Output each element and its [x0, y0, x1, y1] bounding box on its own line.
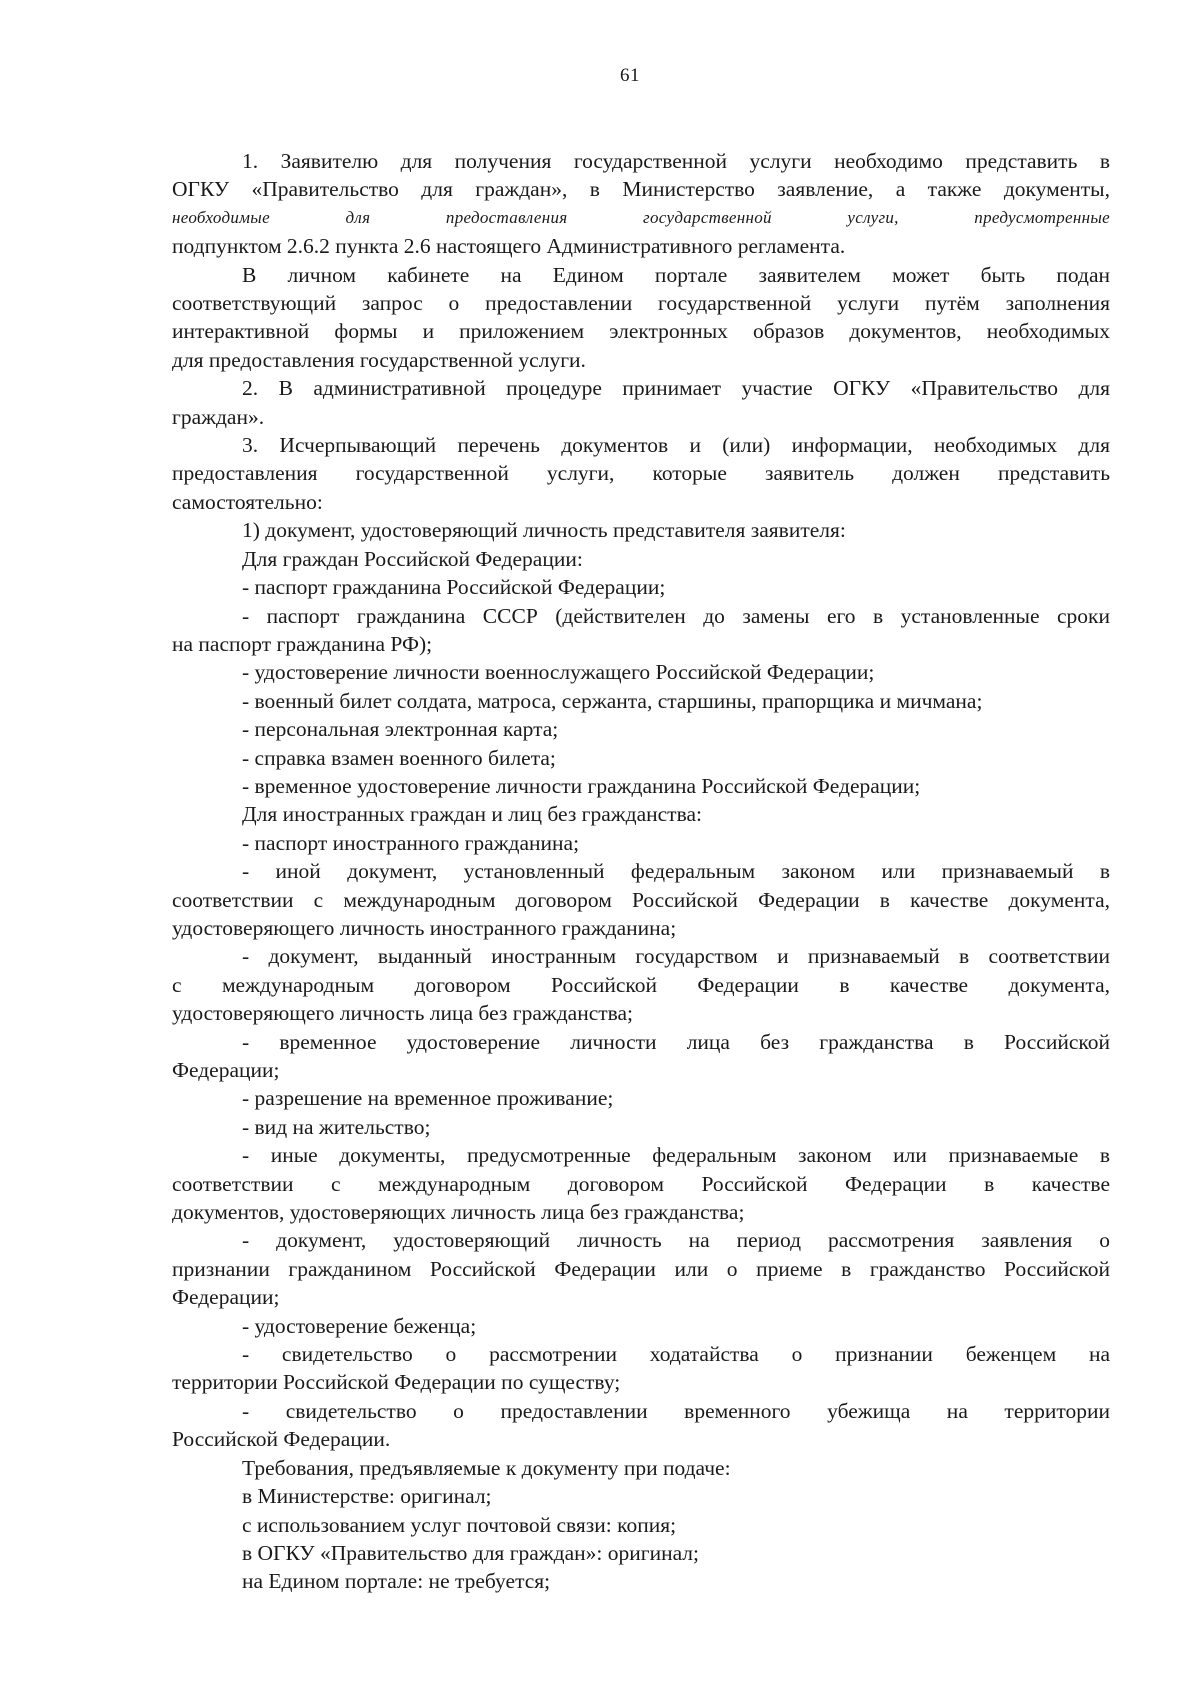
text-line: - военный билет солдата, матроса, сержанта, старшины, прапорщика и мичмана; [242, 688, 983, 713]
text-line: ОГКУ «Правительство для граждан», в Министерство заявление, а также документы, [172, 177, 1110, 202]
text-line: - временное удостоверение личности гражданина Российской Федерации; [242, 773, 921, 798]
text-line: - документ, удостоверяющий личность на период рассмотрения заявления о [242, 1228, 1110, 1253]
text-line: граждан». [172, 404, 265, 429]
paragraph [172, 1226, 1110, 1311]
paragraph [172, 715, 1110, 743]
paragraph [172, 1511, 1110, 1539]
text-line: для предоставления государственной услуги. [172, 347, 586, 372]
text-line: в Министерстве: оригинал; [242, 1484, 492, 1509]
paragraph [172, 942, 1110, 1027]
paragraph [172, 772, 1110, 800]
text-line: Федерации; [172, 1285, 280, 1310]
paragraph [172, 1482, 1110, 1510]
paragraph [172, 1028, 1110, 1085]
paragraph [172, 374, 1110, 431]
text-line: на Едином портале: не требуется; [242, 1569, 551, 1594]
text-line: с использованием услуг почтовой связи: копия; [242, 1512, 677, 1537]
text-line: - документ, выданный иностранным государством и признаваемый в соответствии [242, 944, 1110, 969]
paragraph [172, 744, 1110, 772]
text-line: соответствии с международным договором Российской Федерации в качестве [172, 1171, 1110, 1196]
text-line: - временное удостоверение личности лица без гражданства в Российской [242, 1029, 1110, 1054]
paragraph [172, 800, 1110, 828]
text-line: В личном кабинете на Едином портале заявителем может быть подан [242, 262, 1110, 287]
text-line: - паспорт гражданина СССР (действителен до замены его в установленные сроки [242, 603, 1110, 628]
text-line: - свидетельство о рассмотрении ходатайства о признании беженцем на [242, 1342, 1110, 1367]
text-line: с международным договором Российской Федерации в качестве документа, [172, 972, 1110, 997]
text-line: на паспорт гражданина РФ); [172, 631, 433, 656]
text-line: - персональная электронная карта; [242, 717, 559, 742]
text-line: - паспорт гражданина Российской Федерации; [242, 575, 666, 600]
paragraph [172, 687, 1110, 715]
text-line: 3. Исчерпывающий перечень документов и (или) информации, необходимых для [242, 433, 1110, 458]
text-line: - разрешение на временное проживание; [242, 1086, 614, 1111]
text-line: - иной документ, установленный федеральным законом или признаваемый в [242, 859, 1110, 884]
text-line: - удостоверение личности военнослужащего Российской Федерации; [242, 660, 875, 685]
text-line: Для граждан Российской Федерации: [242, 546, 583, 571]
paragraph [172, 1340, 1110, 1397]
document-body [172, 147, 1110, 1596]
text-line: предоставления государственной услуги, которые заявитель должен представить [172, 461, 1110, 486]
paragraph [172, 1084, 1110, 1112]
paragraph [172, 1113, 1110, 1141]
text-line: Для иностранных граждан и лиц без гражданства: [242, 802, 702, 827]
paragraph [172, 1567, 1110, 1595]
paragraph [172, 1397, 1110, 1454]
paragraph [172, 658, 1110, 686]
text-line: - вид на жительство; [242, 1114, 431, 1139]
paragraph [172, 261, 1110, 375]
text-line: - иные документы, предусмотренные федеральным законом или признаваемые в [242, 1143, 1110, 1168]
text-line: соответствующий запрос о предоставлении государственной услуги путём заполнения [172, 291, 1110, 316]
text-line: удостоверяющего личность лица без гражданства; [172, 1001, 634, 1026]
page-number: 61 [620, 65, 640, 86]
text-line: 2. В административной процедуре принимает участие ОГКУ «Правительство для [242, 376, 1110, 401]
text-line: - справка взамен военного билета; [242, 745, 556, 770]
paragraph [172, 1312, 1110, 1340]
text-line: подпунктом 2.6.2 пункта 2.6 настоящего Административного регламента. [172, 234, 846, 259]
paragraph [172, 147, 1110, 261]
text-line: удостоверяющего личность иностранного гражданина; [172, 915, 677, 940]
text-line: Требования, предъявляемые к документу при подаче: [242, 1455, 731, 1480]
text-line: необходимые для предоставления государственной услуги, предусмотренные [172, 207, 1110, 227]
text-line: - паспорт иностранного гражданина; [242, 830, 580, 855]
text-line: документов, удостоверяющих личность лица без гражданства; [172, 1200, 745, 1225]
text-line: Российской Федерации. [172, 1427, 391, 1452]
paragraph [172, 573, 1110, 601]
paragraph [172, 516, 1110, 544]
text-line: признании гражданином Российской Федерации или о приеме в гражданство Российской [172, 1256, 1110, 1281]
text-line: - удостоверение беженца; [242, 1313, 477, 1338]
text-line: 1. Заявителю для получения государственной услуги необходимо представить в [242, 149, 1110, 173]
text-line: соответствии с международным договором Российской Федерации в качестве документа, [172, 887, 1110, 912]
text-line: в ОГКУ «Правительство для граждан»: оригинал; [242, 1540, 700, 1565]
text-line: самостоятельно: [172, 489, 323, 514]
paragraph [172, 1141, 1110, 1226]
paragraph [172, 829, 1110, 857]
paragraph [172, 1539, 1110, 1567]
text-line: - свидетельство о предоставлении временного убежища на территории [242, 1398, 1110, 1423]
paragraph [172, 857, 1110, 942]
text-line: интерактивной формы и приложением электронных образов документов, необходимых [172, 319, 1110, 344]
paragraph [172, 431, 1110, 516]
paragraph [172, 1454, 1110, 1482]
paragraph [172, 602, 1110, 659]
text-line: 1) документ, удостоверяющий личность представителя заявителя: [242, 518, 846, 543]
text-line: территории Российской Федерации по существу; [172, 1370, 621, 1395]
paragraph [172, 545, 1110, 573]
text-line: Федерации; [172, 1058, 280, 1082]
